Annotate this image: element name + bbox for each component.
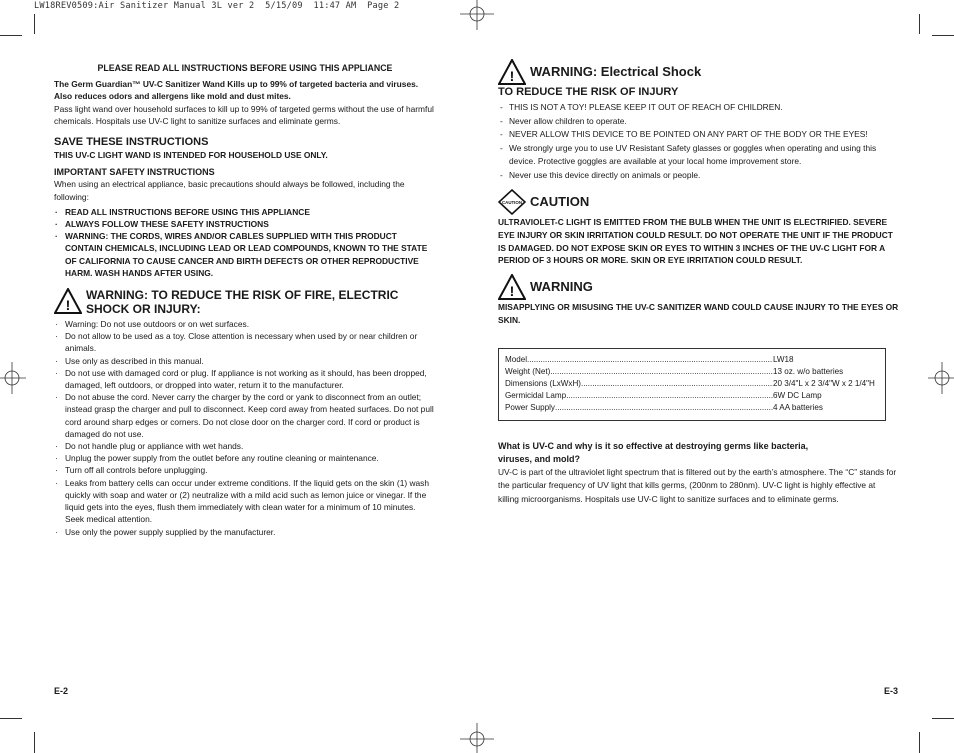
list-item: · Warning: Do not use outdoors or on wet surfaces. bbox=[54, 318, 436, 330]
crop-mark bbox=[0, 718, 22, 719]
list-item: · Use only the power supply supplied by the manufacturer. bbox=[54, 526, 436, 538]
spec-row: Weight (Net) ..... 13 oz. w/o batteries bbox=[505, 366, 885, 378]
registration-mark-top bbox=[456, 0, 498, 30]
spec-row: Dimensions (LxWxH) ..... 20 3/4"L x 2 3/4"W x 2 1/4"H bbox=[505, 378, 885, 390]
intro-bold: The Germ Guardian™ UV-C Sanitizer Wand Kills up to 99% of targeted bacteria and viruses. Also reduces odors and allergens like mold and dust mites. bbox=[54, 79, 419, 102]
shock-warning-heading: WARNING: Electrical Shock bbox=[530, 64, 702, 79]
page-number-left: E-2 bbox=[54, 686, 69, 696]
crop-mark bbox=[34, 732, 35, 753]
list-item: · READ ALL INSTRUCTIONS BEFORE USING THIS APPLIANCE bbox=[54, 206, 436, 218]
reduce-injury-heading: TO REDUCE THE RISK OF INJURY bbox=[498, 86, 679, 98]
right-page bbox=[498, 59, 900, 506]
list-item: - We strongly urge you to use UV Resistant Safety glasses or goggles when operating and using this device. Protective goggles are available at your local home improvement store. bbox=[498, 142, 900, 169]
crop-mark bbox=[932, 35, 954, 36]
warning-header bbox=[498, 274, 900, 300]
warning-triangle-icon bbox=[54, 288, 82, 314]
registration-mark-left bbox=[0, 358, 26, 398]
safety-intro: When using an electrical appliance, basic precautions should always be followed, including the following: bbox=[54, 179, 405, 202]
crop-mark bbox=[0, 35, 22, 36]
list-item: - Never allow children to operate. bbox=[498, 115, 900, 129]
list-item: · Turn off all controls before unplugging. bbox=[54, 464, 436, 476]
warning-triangle-icon bbox=[498, 59, 526, 85]
page-number-right: E-3 bbox=[884, 686, 899, 696]
list-item: · Do not allow to be used as a toy. Close attention is necessary when used by or near children or animals. bbox=[54, 330, 436, 354]
faq-answer: UV-C is part of the ultraviolet light spectrum that is filtered out by the earth’s atmosphere. The “C” stands for the particular frequency of UV light that kills germs, (200nm to 280nm). UV-C light is highly effective at killing microorganisms. Hospitals use UV-C light to sanitize surfaces and to eliminate germs. bbox=[498, 466, 897, 504]
save-instructions-heading: SAVE THESE INSTRUCTIONS bbox=[54, 136, 209, 149]
crop-mark bbox=[34, 14, 35, 34]
print-slug: LW18REV0509:Air Sanitizer Manual 3L ver 2 5/15/09 11:47 AM Page 2 bbox=[34, 1, 400, 11]
list-item: · Unplug the power supply from the outlet before any routine cleaning or maintenance. bbox=[54, 452, 436, 464]
spec-row: Power Supply ..... 4 AA batteries bbox=[505, 402, 885, 414]
list-item: · Do not handle plug or appliance with wet hands. bbox=[54, 440, 436, 452]
shock-list bbox=[498, 101, 900, 182]
list-item: - NEVER ALLOW THIS DEVICE TO BE POINTED ON ANY PART OF THE BODY OR THE EYES! bbox=[498, 128, 900, 142]
registration-mark-bottom bbox=[456, 723, 498, 753]
safety-heading: IMPORTANT SAFETY INSTRUCTIONS bbox=[54, 167, 215, 178]
list-item: · Leaks from battery cells can occur under extreme conditions. If the liquid gets on the skin (1) wash quickly with soap and water or (2) neutralize with a mild acid such as lemon juice or vinegar. If the liquid gets into the eyes, flush them immediately with clean water for a minimum of 10 minutes. Seek medical attention. bbox=[54, 477, 436, 526]
crop-mark bbox=[919, 732, 920, 753]
list-item: - THIS IS NOT A TOY! PLEASE KEEP IT OUT OF REACH OF CHILDREN. bbox=[498, 101, 900, 115]
warning-heading: WARNING bbox=[530, 279, 593, 295]
list-item: · ALWAYS FOLLOW THESE SAFETY INSTRUCTIONS bbox=[54, 218, 436, 230]
list-item: · Do not use with damaged cord or plug. If appliance is not working as it should, has been dropped, damaged, left outdoors, or dropped into water, return it to the manufacturer. bbox=[54, 367, 436, 391]
shock-warning-header bbox=[498, 59, 900, 85]
list-item: · Use only as described in this manual. bbox=[54, 355, 436, 367]
caution-badge-text: CAUTION bbox=[501, 200, 523, 205]
crop-mark bbox=[932, 718, 954, 719]
read-instructions-heading: PLEASE READ ALL INSTRUCTIONS BEFORE USING THIS APPLIANCE bbox=[97, 63, 393, 73]
svg-text:!: ! bbox=[509, 283, 515, 300]
left-page bbox=[54, 62, 436, 538]
svg-text:!: ! bbox=[65, 297, 71, 314]
list-item: · Do not abuse the cord. Never carry the charger by the cord or yank to disconnect from an outlet; instead grasp the charger and pull to disconnect. Keep cord away from heated surfaces. Do not pull cord around sharp edges or corners. Do not close door on the charger cord. If cord or product is damaged do not use. bbox=[54, 391, 436, 440]
caution-heading: CAUTION bbox=[530, 194, 590, 209]
spec-row: Model ..... LW18 bbox=[505, 354, 885, 366]
list-item: - Never use this device directly on animals or people. bbox=[498, 169, 900, 183]
list-item: · WARNING: THE CORDS, WIRES AND/OR CABLES SUPPLIED WITH THIS PRODUCT CONTAIN CHEMICALS, INCLUDING LEAD OR LEAD COMPOUNDS, KNOWN TO THE STATE OF CALIFORNIA TO CAUSE CANCER AND BIRTH DEFECTS OR OTHER REPRODUCTIVE HARM. WASH HANDS AFTER USING. bbox=[54, 230, 436, 279]
specifications-table bbox=[498, 348, 886, 421]
caution-text: ULTRAVIOLET-C LIGHT IS EMITTED FROM THE BULB WHEN THE UNIT IS ELECTRIFIED. SEVERE EYE INJURY OR SKIN IRRITATION COULD RESULT. DO NOT OPERATE THE UNIT IF THE PRODUCT IS DAMAGED. DO NOT EXPOSE SKIN OR EYES TO WITHIN 3 INCHES OF THE UV-C LIGHT FOR A PERIOD OF 3 HOURS OR MORE. SKIN OR EYE IRRITATION COULD RESULT. bbox=[498, 217, 893, 266]
crop-mark bbox=[919, 14, 920, 34]
spec-row: Germicidal Lamp ..... 6W DC Lamp bbox=[505, 390, 885, 402]
svg-text:!: ! bbox=[509, 68, 515, 84]
intro-text: Pass light wand over household surfaces to kill up to 99% of targeted germs without the use of harmful chemicals. Hospitals use UV-C light to sanitize surfaces and eliminate germs. bbox=[54, 103, 434, 126]
fire-warning-header bbox=[54, 288, 436, 316]
warning-triangle-icon bbox=[498, 274, 526, 300]
registration-mark-right bbox=[928, 358, 954, 398]
caution-header bbox=[498, 189, 900, 215]
fire-warning-list bbox=[54, 318, 436, 538]
household-use-note: THIS UV-C LIGHT WAND IS INTENDED FOR HOUSEHOLD USE ONLY. bbox=[54, 150, 328, 161]
fire-warning-heading: WARNING: TO REDUCE THE RISK OF FIRE, ELECTRIC SHOCK OR INJURY: bbox=[86, 288, 399, 317]
safety-list bbox=[54, 206, 436, 279]
caution-diamond-icon bbox=[498, 189, 526, 215]
faq-question: What is UV-C and why is it so effective at destroying germs like bacteria, viruses, and mold? bbox=[498, 440, 809, 464]
warning-text: MISAPPLYING OR MISUSING THE UV-C SANITIZER WAND COULD CAUSE INJURY TO THE EYES OR SKIN. bbox=[498, 302, 899, 325]
